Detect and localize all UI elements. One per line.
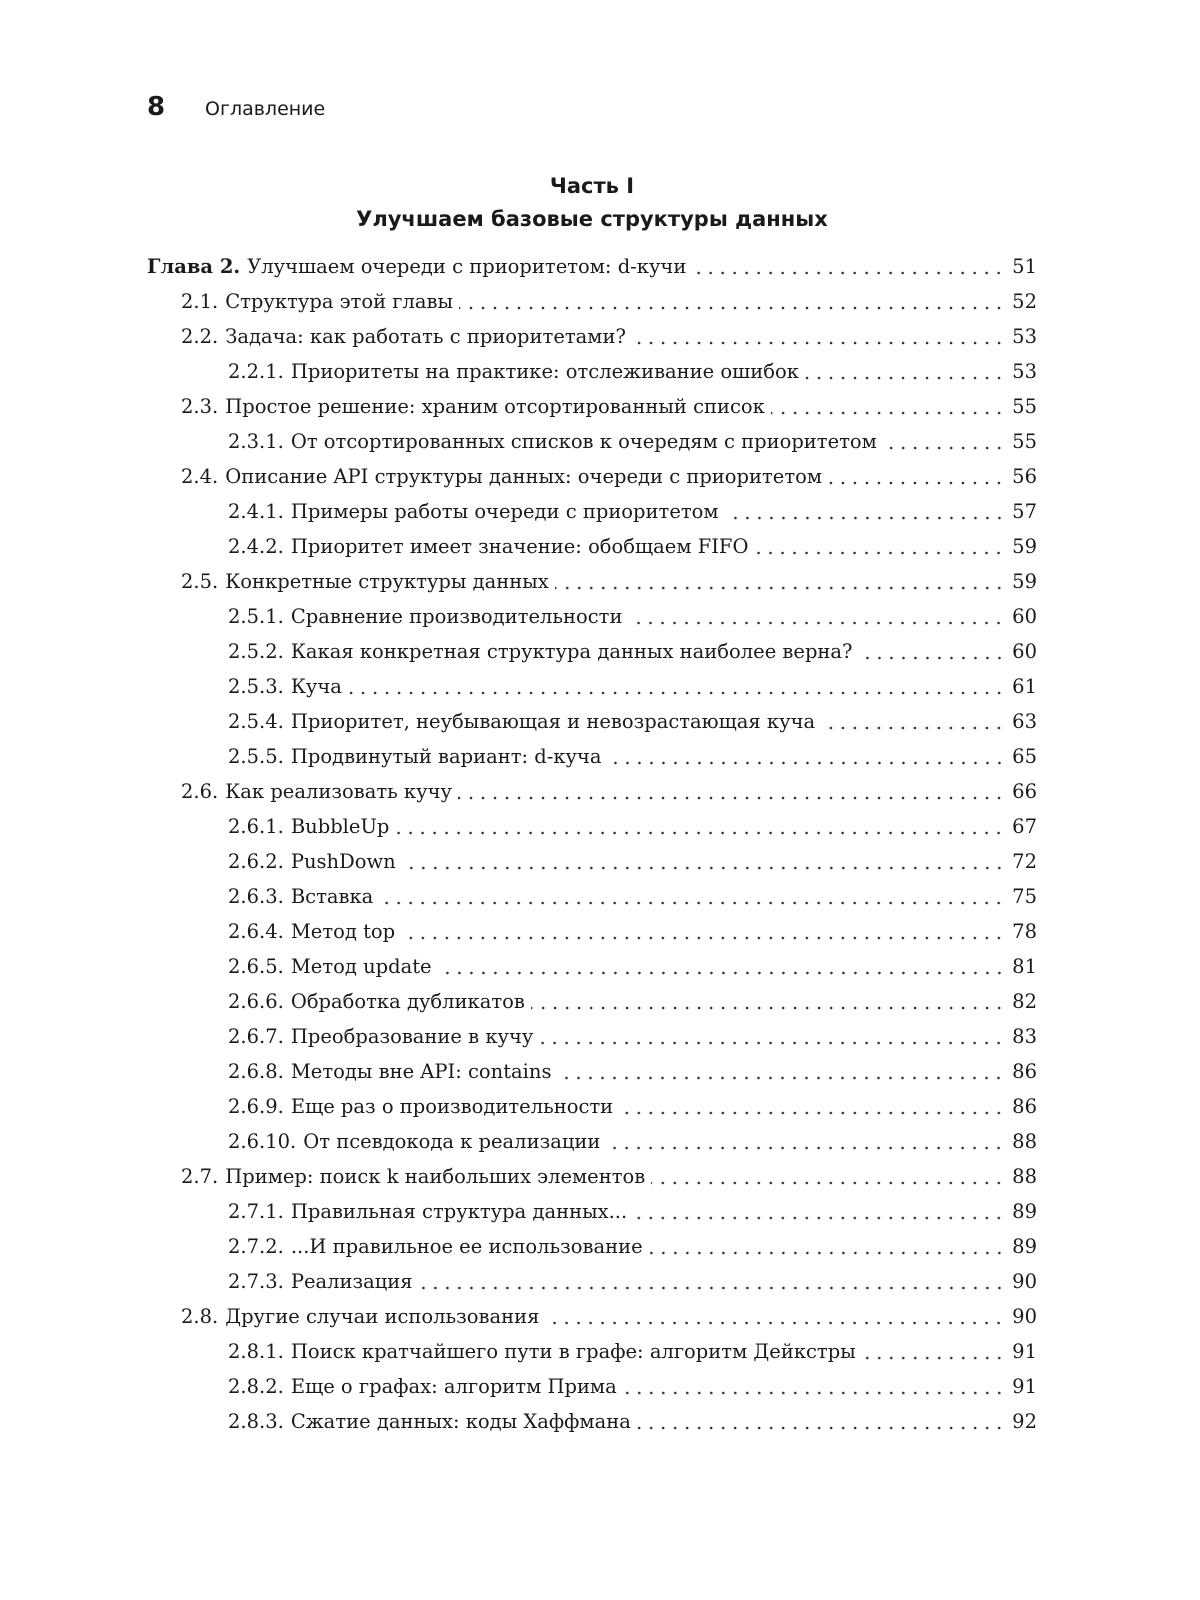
toc-entry-title: Конкретные структуры данных bbox=[225, 570, 549, 593]
dot-leader bbox=[649, 1229, 1005, 1264]
dot-leader bbox=[459, 284, 1005, 319]
toc-entry bbox=[147, 704, 1037, 739]
toc-entry-title: Другие случаи использования bbox=[225, 1305, 540, 1328]
dot-leader bbox=[531, 984, 1005, 1019]
toc-entry bbox=[147, 1019, 1037, 1054]
toc-entry-page: 67 bbox=[1012, 815, 1037, 838]
dot-leader bbox=[545, 1299, 1005, 1334]
toc-entry-title: Примеры работы очереди с приоритетом bbox=[290, 500, 719, 523]
toc-entry-title: От псевдокода к реализации bbox=[303, 1130, 601, 1153]
toc-entry-number: 2.6.10. bbox=[228, 1130, 297, 1153]
part-label: Часть I bbox=[549, 174, 635, 198]
dot-leader bbox=[805, 354, 1005, 389]
toc-entry-page: 90 bbox=[1012, 1305, 1037, 1328]
toc-entry-number: 2.6.1. bbox=[228, 815, 284, 838]
toc-entry-page: 56 bbox=[1012, 465, 1037, 488]
toc-entry bbox=[147, 1404, 1037, 1439]
toc-entry-title: Приоритеты на практике: отслеживание ошибок bbox=[290, 360, 799, 383]
toc-entry-page: 82 bbox=[1012, 990, 1037, 1013]
dot-leader bbox=[633, 1194, 1005, 1229]
toc-entry-page: 90 bbox=[1012, 1270, 1037, 1293]
dot-leader bbox=[628, 599, 1005, 634]
toc-entry-title: Метод top bbox=[290, 920, 396, 943]
toc-entry-title: Реализация bbox=[290, 1270, 413, 1293]
dot-leader bbox=[651, 1159, 1005, 1194]
toc-entry-title: Обработка дубликатов bbox=[290, 990, 525, 1013]
dot-leader bbox=[539, 1019, 1005, 1054]
toc-entry bbox=[147, 844, 1037, 879]
toc-entry-number: 2.4. bbox=[181, 465, 219, 488]
toc-entry-page: 89 bbox=[1012, 1200, 1037, 1223]
toc-entry-number: 2.6.6. bbox=[228, 990, 284, 1013]
running-title: Оглавление bbox=[205, 98, 326, 120]
toc-entry-page: 91 bbox=[1012, 1375, 1037, 1398]
toc-entry bbox=[147, 914, 1037, 949]
toc-entry bbox=[147, 1124, 1037, 1159]
toc-entry-number: 2.6.2. bbox=[228, 850, 284, 873]
toc-entry-number: 2.8.1. bbox=[228, 1340, 284, 1363]
dot-leader bbox=[395, 809, 1005, 844]
toc-entry-number: 2.6.3. bbox=[228, 885, 284, 908]
toc-entry-number: 2.7.2. bbox=[228, 1235, 284, 1258]
dot-leader bbox=[419, 1264, 1005, 1299]
toc-entry-title: Улучшаем очереди с приоритетом: d-кучи bbox=[247, 255, 687, 278]
dot-leader bbox=[379, 879, 1005, 914]
toc-entry-title: От отсортированных списков к очередям с приоритетом bbox=[290, 430, 877, 453]
toc-entry-number: 2.5.5. bbox=[228, 745, 284, 768]
toc-entry bbox=[147, 669, 1037, 704]
toc-entry-title: ...И правильное ее использование bbox=[290, 1235, 643, 1258]
toc-entry bbox=[147, 389, 1037, 424]
toc-entry-number: 2.5.2. bbox=[228, 640, 284, 663]
toc-entry-number: 2.7.1. bbox=[228, 1200, 284, 1223]
toc-entry-page: 59 bbox=[1012, 535, 1037, 558]
toc-entry-number: Глава 2. bbox=[147, 255, 241, 278]
dot-leader bbox=[862, 1334, 1005, 1369]
toc-entry-title: Поиск кратчайшего пути в графе: алгоритм Дейкстры bbox=[290, 1340, 856, 1363]
toc-entry-page: 61 bbox=[1012, 675, 1037, 698]
dot-leader bbox=[637, 1404, 1005, 1439]
part-heading bbox=[147, 170, 1037, 236]
toc-entry-number: 2.5. bbox=[181, 570, 219, 593]
dot-leader bbox=[555, 564, 1005, 599]
toc-entry-title: Продвинутый вариант: d-куча bbox=[290, 745, 602, 768]
toc-entry-page: 59 bbox=[1012, 570, 1037, 593]
dot-leader bbox=[557, 1054, 1005, 1089]
toc-entry bbox=[147, 354, 1037, 389]
toc-entry-page: 57 bbox=[1012, 500, 1037, 523]
toc-entry-number: 2.6.4. bbox=[228, 920, 284, 943]
running-head bbox=[147, 92, 325, 136]
dot-leader bbox=[401, 914, 1005, 949]
toc-entry-title: Методы вне API: contains bbox=[290, 1060, 552, 1083]
toc-entry-page: 66 bbox=[1012, 780, 1037, 803]
toc-entry bbox=[147, 1089, 1037, 1124]
dot-leader bbox=[458, 774, 1005, 809]
toc-entry bbox=[147, 634, 1037, 669]
toc-entry bbox=[147, 494, 1037, 529]
toc-entry bbox=[147, 599, 1037, 634]
toc-entry-page: 89 bbox=[1012, 1235, 1037, 1258]
toc-entry-page: 86 bbox=[1012, 1095, 1037, 1118]
toc-entry-page: 55 bbox=[1012, 395, 1037, 418]
toc-entry-number: 2.5.1. bbox=[228, 605, 284, 628]
dot-leader bbox=[619, 1089, 1005, 1124]
toc-entry-number: 2.8. bbox=[181, 1305, 219, 1328]
toc-entry-title: Какая конкретная структура данных наиболее верна? bbox=[290, 640, 853, 663]
toc-entry bbox=[147, 1054, 1037, 1089]
toc-entry bbox=[147, 1264, 1037, 1299]
toc-entry-number: 2.6.9. bbox=[228, 1095, 284, 1118]
toc-entry-page: 88 bbox=[1012, 1165, 1037, 1188]
toc-entry-page: 51 bbox=[1012, 255, 1037, 278]
toc-entry-number: 2.1. bbox=[181, 290, 219, 313]
toc-entry-title: Простое решение: храним отсортированный список bbox=[225, 395, 765, 418]
page-number: 8 bbox=[147, 92, 166, 122]
toc-entry-title: Метод update bbox=[290, 955, 432, 978]
dot-leader bbox=[438, 949, 1005, 984]
toc-entry-number: 2.6. bbox=[181, 780, 219, 803]
toc-entry bbox=[147, 284, 1037, 319]
toc-entry-number: 2.5.3. bbox=[228, 675, 284, 698]
toc-entry bbox=[147, 1334, 1037, 1369]
dot-leader bbox=[606, 1124, 1005, 1159]
toc-entry-number: 2.2.1. bbox=[228, 360, 284, 383]
toc-entry bbox=[147, 1159, 1037, 1194]
toc-entry-title: Еще раз о производительности bbox=[290, 1095, 614, 1118]
toc-entry bbox=[147, 949, 1037, 984]
toc-entry-title: Сжатие данных: коды Хаффмана bbox=[290, 1410, 631, 1433]
toc-entry-number: 2.3.1. bbox=[228, 430, 284, 453]
toc-entry bbox=[147, 1299, 1037, 1334]
toc-entry bbox=[147, 529, 1037, 564]
toc-entry-page: 53 bbox=[1012, 360, 1037, 383]
toc-entry-page: 53 bbox=[1012, 325, 1037, 348]
part-title: Улучшаем базовые структуры данных bbox=[356, 207, 828, 231]
toc-entry-title: BubbleUp bbox=[290, 815, 390, 838]
toc-entry bbox=[147, 249, 1037, 284]
toc-entry-title: Куча bbox=[290, 675, 342, 698]
toc-entry-page: 60 bbox=[1012, 605, 1037, 628]
toc-entry-number: 2.3. bbox=[181, 395, 219, 418]
dot-leader bbox=[771, 389, 1005, 424]
toc-entry bbox=[147, 424, 1037, 459]
dot-leader bbox=[623, 1369, 1005, 1404]
toc-entry-number: 2.6.7. bbox=[228, 1025, 284, 1048]
toc-entry-number: 2.5.4. bbox=[228, 710, 284, 733]
dot-leader bbox=[402, 844, 1005, 879]
toc-entry-title: Правильная структура данных... bbox=[290, 1200, 628, 1223]
toc-entry-title: Преобразование в кучу bbox=[290, 1025, 534, 1048]
toc-entry-title: Задача: как работать с приоритетами? bbox=[225, 325, 626, 348]
toc-entry bbox=[147, 984, 1037, 1019]
dot-leader bbox=[692, 249, 1005, 284]
dot-leader bbox=[348, 669, 1005, 704]
toc-entry-title: PushDown bbox=[290, 850, 396, 873]
toc-entry-title: Приоритет имеет значение: обобщаем FIFO bbox=[290, 535, 749, 558]
toc-entry-page: 86 bbox=[1012, 1060, 1037, 1083]
toc-entry bbox=[147, 879, 1037, 914]
dot-leader bbox=[754, 529, 1005, 564]
toc-entry-number: 2.2. bbox=[181, 325, 219, 348]
toc-entry-page: 60 bbox=[1012, 640, 1037, 663]
toc-entry-page: 88 bbox=[1012, 1130, 1037, 1153]
toc-entry-title: Как реализовать кучу bbox=[225, 780, 452, 803]
toc-entry bbox=[147, 319, 1037, 354]
toc-entry-page: 92 bbox=[1012, 1410, 1037, 1433]
dot-leader bbox=[725, 494, 1005, 529]
toc-entry-page: 52 bbox=[1012, 290, 1037, 313]
toc-entry-title: Пример: поиск k наибольших элементов bbox=[225, 1165, 646, 1188]
toc-entry-page: 65 bbox=[1012, 745, 1037, 768]
toc-entry-title: Сравнение производительности bbox=[290, 605, 623, 628]
toc-entry-title: Описание API структуры данных: очереди с приоритетом bbox=[225, 465, 823, 488]
dot-leader bbox=[632, 319, 1005, 354]
toc-entry-title: Еще о графах: алгоритм Прима bbox=[290, 1375, 617, 1398]
toc-entry-page: 63 bbox=[1012, 710, 1037, 733]
toc-entry-page: 55 bbox=[1012, 430, 1037, 453]
toc-entry bbox=[147, 1194, 1037, 1229]
toc-entry-number: 2.6.8. bbox=[228, 1060, 284, 1083]
toc-entry-number: 2.6.5. bbox=[228, 955, 284, 978]
toc-entry-number: 2.8.3. bbox=[228, 1410, 284, 1433]
toc-entry-number: 2.7. bbox=[181, 1165, 219, 1188]
toc-entry-number: 2.8.2. bbox=[228, 1375, 284, 1398]
toc-entry-page: 91 bbox=[1012, 1340, 1037, 1363]
toc-entry-page: 83 bbox=[1012, 1025, 1037, 1048]
toc-entry bbox=[147, 459, 1037, 494]
toc-entry-title: Приоритет, неубывающая и невозрастающая куча bbox=[290, 710, 816, 733]
dot-leader bbox=[828, 459, 1005, 494]
dot-leader bbox=[859, 634, 1005, 669]
toc-entry bbox=[147, 1229, 1037, 1264]
toc-entry-page: 75 bbox=[1012, 885, 1037, 908]
toc-entry-number: 2.4.1. bbox=[228, 500, 284, 523]
toc-entry-page: 72 bbox=[1012, 850, 1037, 873]
toc-entry bbox=[147, 739, 1037, 774]
toc-entry-number: 2.4.2. bbox=[228, 535, 284, 558]
toc-entry bbox=[147, 564, 1037, 599]
toc-entry-number: 2.7.3. bbox=[228, 1270, 284, 1293]
toc-entry bbox=[147, 809, 1037, 844]
dot-leader bbox=[608, 739, 1005, 774]
toc-entry-title: Структура этой главы bbox=[225, 290, 454, 313]
toc-entry-page: 81 bbox=[1012, 955, 1037, 978]
toc-entry bbox=[147, 774, 1037, 809]
toc-entry-title: Вставка bbox=[290, 885, 374, 908]
dot-leader bbox=[821, 704, 1005, 739]
toc-entry bbox=[147, 1369, 1037, 1404]
dot-leader bbox=[883, 424, 1005, 459]
table-of-contents bbox=[147, 249, 1037, 1439]
toc-entry-page: 78 bbox=[1012, 920, 1037, 943]
